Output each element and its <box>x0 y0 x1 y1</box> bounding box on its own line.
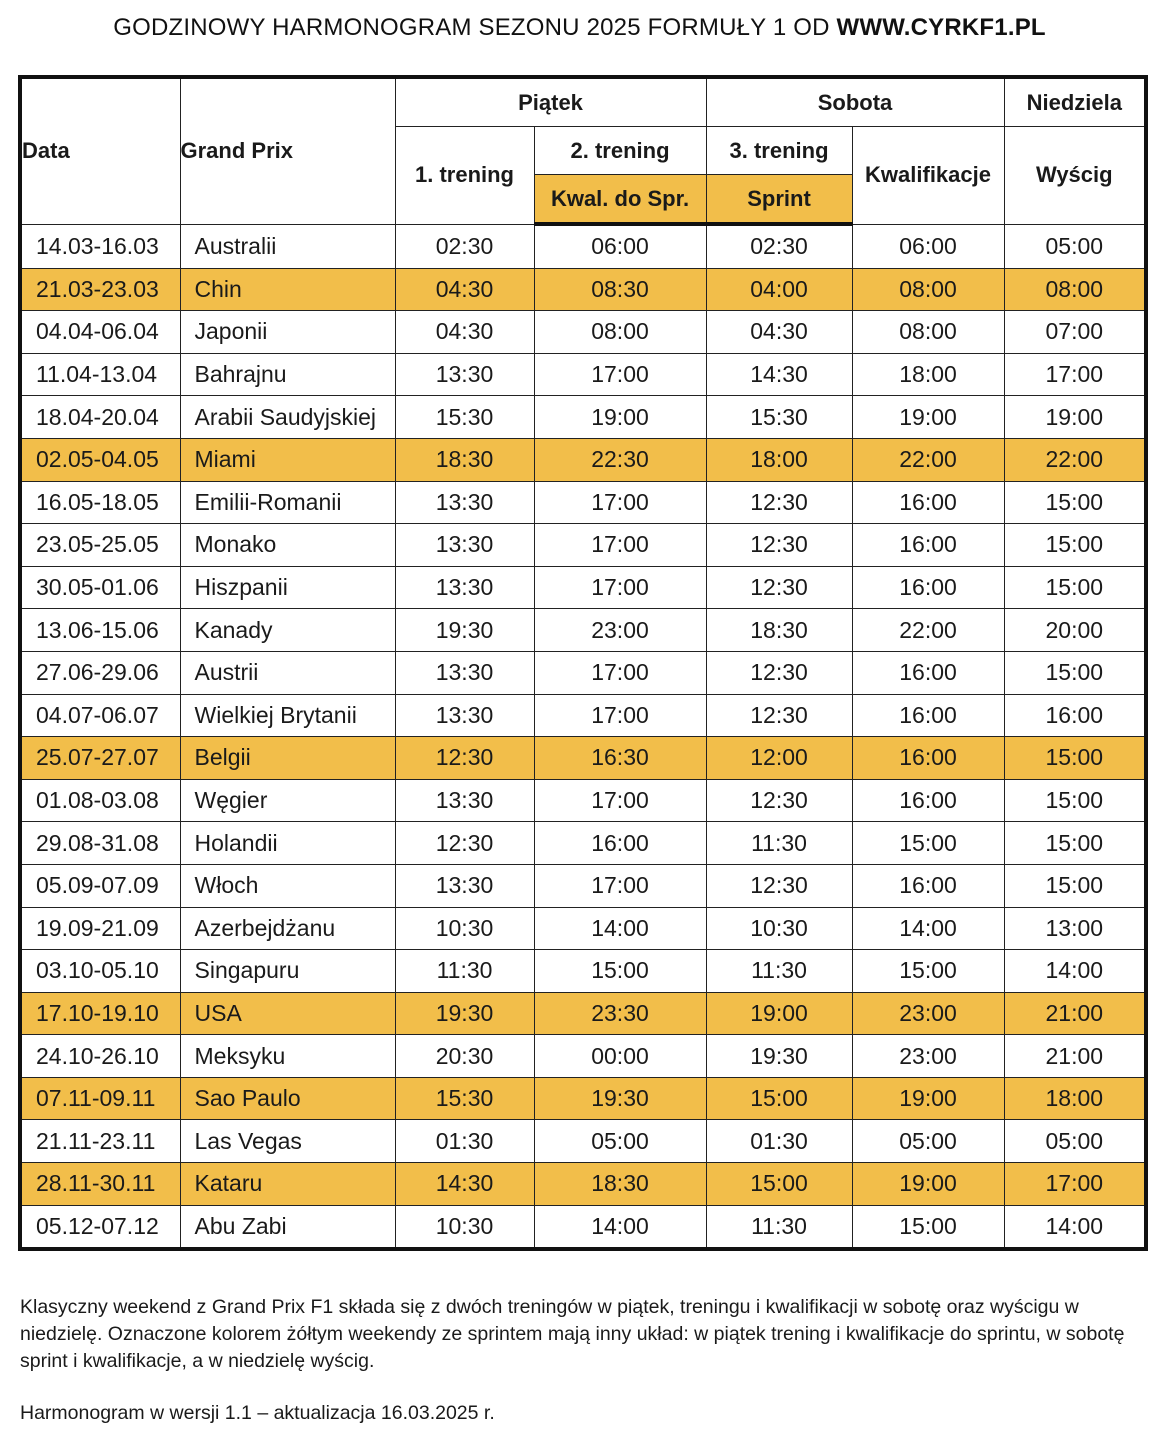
grand-prix-cell: Kataru <box>180 1163 395 1206</box>
quali-time-cell: 19:00 <box>852 1163 1004 1206</box>
fp3-time-cell: 01:30 <box>706 1120 852 1163</box>
fp1-time-cell: 10:30 <box>395 1205 534 1249</box>
date-cell: 05.09-07.09 <box>20 864 180 907</box>
grand-prix-cell: Singapuru <box>180 950 395 993</box>
table-row <box>20 1120 1146 1163</box>
fp3-time-cell: 15:30 <box>706 396 852 439</box>
format-note: Klasyczny weekend z Grand Prix F1 składa się z dwóch treningów w piątek, treningu i kwalifikacji w sobotę oraz wyścigu w niedzielę. Oznaczone kolorem żółtym weekendy ze sprintem mają inny układ: w piątek trening i kwalifikacje do sprintu, w sobotę sprint i kwalifikacje, a w niedzielę wyścig. <box>20 1296 1125 1372</box>
race-time-cell: 15:00 <box>1004 566 1146 609</box>
date-cell: 03.10-05.10 <box>20 950 180 993</box>
grand-prix-cell: Belgii <box>180 737 395 780</box>
table-row <box>20 609 1146 652</box>
grand-prix-cell: Kanady <box>180 609 395 652</box>
fp2-time-cell: 17:00 <box>534 524 706 567</box>
fp1-time-cell: 13:30 <box>395 524 534 567</box>
grand-prix-cell: Australii <box>180 224 395 268</box>
grand-prix-cell: Japonii <box>180 311 395 354</box>
race-time-cell: 13:00 <box>1004 907 1146 950</box>
fp2-time-cell: 17:00 <box>534 864 706 907</box>
header-quali: Kwalifikacje <box>852 127 1004 225</box>
fp3-time-cell: 19:00 <box>706 992 852 1035</box>
fp1-time-cell: 18:30 <box>395 438 534 481</box>
quali-time-cell: 16:00 <box>852 481 1004 524</box>
fp2-time-cell: 18:30 <box>534 1163 706 1206</box>
fp3-time-cell: 12:30 <box>706 694 852 737</box>
grand-prix-cell: Abu Zabi <box>180 1205 395 1249</box>
fp2-time-cell: 16:30 <box>534 737 706 780</box>
fp2-time-cell: 17:00 <box>534 566 706 609</box>
fp2-time-cell: 17:00 <box>534 353 706 396</box>
table-row-sprint <box>20 992 1146 1035</box>
race-time-cell: 08:00 <box>1004 268 1146 311</box>
fp3-time-cell: 04:30 <box>706 311 852 354</box>
fp3-time-cell: 11:30 <box>706 822 852 865</box>
fp1-time-cell: 19:30 <box>395 992 534 1035</box>
table-row <box>20 907 1146 950</box>
header-fp3: 3. trening <box>706 127 852 175</box>
fp1-time-cell: 13:30 <box>395 481 534 524</box>
quali-time-cell: 15:00 <box>852 822 1004 865</box>
fp1-time-cell: 04:30 <box>395 268 534 311</box>
fp3-time-cell: 12:30 <box>706 481 852 524</box>
fp2-time-cell: 19:30 <box>534 1077 706 1120</box>
grand-prix-cell: Węgier <box>180 779 395 822</box>
quali-time-cell: 16:00 <box>852 864 1004 907</box>
quali-time-cell: 15:00 <box>852 950 1004 993</box>
table-row <box>20 481 1146 524</box>
race-time-cell: 17:00 <box>1004 353 1146 396</box>
header-fp1: 1. trening <box>395 127 534 225</box>
title-text: GODZINOWY HARMONOGRAM SEZONU 2025 FORMUŁY 1 OD <box>113 14 837 41</box>
date-cell: 13.06-15.06 <box>20 609 180 652</box>
grand-prix-cell: Hiszpanii <box>180 566 395 609</box>
schedule-rows <box>20 224 1146 1249</box>
fp2-time-cell: 17:00 <box>534 779 706 822</box>
table-row <box>20 779 1146 822</box>
fp3-time-cell: 11:30 <box>706 950 852 993</box>
date-cell: 21.03-23.03 <box>20 268 180 311</box>
grand-prix-cell: Sao Paulo <box>180 1077 395 1120</box>
fp3-time-cell: 12:30 <box>706 779 852 822</box>
race-time-cell: 14:00 <box>1004 1205 1146 1249</box>
fp3-time-cell: 18:00 <box>706 438 852 481</box>
header-sprint-quali: Kwal. do Spr. <box>534 175 706 225</box>
date-cell: 18.04-20.04 <box>20 396 180 439</box>
table-row <box>20 524 1146 567</box>
table-row-sprint <box>20 268 1146 311</box>
fp3-time-cell: 04:00 <box>706 268 852 311</box>
quali-time-cell: 22:00 <box>852 438 1004 481</box>
grand-prix-cell: Miami <box>180 438 395 481</box>
fp1-time-cell: 12:30 <box>395 737 534 780</box>
fp2-time-cell: 00:00 <box>534 1035 706 1078</box>
grand-prix-cell: Austrii <box>180 651 395 694</box>
race-time-cell: 14:00 <box>1004 950 1146 993</box>
header-race: Wyścig <box>1004 127 1146 225</box>
date-cell: 28.11-30.11 <box>20 1163 180 1206</box>
fp3-time-cell: 19:30 <box>706 1035 852 1078</box>
date-cell: 24.10-26.10 <box>20 1035 180 1078</box>
fp3-time-cell: 18:30 <box>706 609 852 652</box>
fp1-time-cell: 20:30 <box>395 1035 534 1078</box>
grand-prix-cell: Bahrajnu <box>180 353 395 396</box>
race-time-cell: 05:00 <box>1004 224 1146 268</box>
fp1-time-cell: 13:30 <box>395 694 534 737</box>
fp1-time-cell: 13:30 <box>395 864 534 907</box>
quali-time-cell: 22:00 <box>852 609 1004 652</box>
date-cell: 29.08-31.08 <box>20 822 180 865</box>
grand-prix-cell: Wielkiej Brytanii <box>180 694 395 737</box>
fp3-time-cell: 12:30 <box>706 524 852 567</box>
fp2-time-cell: 14:00 <box>534 1205 706 1249</box>
quali-time-cell: 23:00 <box>852 1035 1004 1078</box>
table-row-sprint <box>20 438 1146 481</box>
grand-prix-cell: Monako <box>180 524 395 567</box>
fp2-time-cell: 14:00 <box>534 907 706 950</box>
table-row <box>20 864 1146 907</box>
quali-time-cell: 19:00 <box>852 396 1004 439</box>
race-time-cell: 15:00 <box>1004 779 1146 822</box>
fp2-time-cell: 08:00 <box>534 311 706 354</box>
table-row <box>20 353 1146 396</box>
race-time-cell: 15:00 <box>1004 864 1146 907</box>
header-date: Data <box>20 77 180 224</box>
date-cell: 05.12-07.12 <box>20 1205 180 1249</box>
date-cell: 14.03-16.03 <box>20 224 180 268</box>
quali-time-cell: 16:00 <box>852 779 1004 822</box>
fp2-time-cell: 06:00 <box>534 224 706 268</box>
header-sprint: Sprint <box>706 175 852 225</box>
race-time-cell: 19:00 <box>1004 396 1146 439</box>
grand-prix-cell: Chin <box>180 268 395 311</box>
date-cell: 11.04-13.04 <box>20 353 180 396</box>
race-time-cell: 21:00 <box>1004 1035 1146 1078</box>
fp1-time-cell: 15:30 <box>395 1077 534 1120</box>
date-cell: 04.04-06.04 <box>20 311 180 354</box>
table-row <box>20 224 1146 268</box>
fp1-time-cell: 13:30 <box>395 779 534 822</box>
quali-time-cell: 15:00 <box>852 1205 1004 1249</box>
race-time-cell: 16:00 <box>1004 694 1146 737</box>
fp3-time-cell: 15:00 <box>706 1077 852 1120</box>
fp1-time-cell: 13:30 <box>395 651 534 694</box>
fp3-time-cell: 12:30 <box>706 566 852 609</box>
quali-time-cell: 16:00 <box>852 566 1004 609</box>
quali-time-cell: 05:00 <box>852 1120 1004 1163</box>
fp3-time-cell: 12:30 <box>706 864 852 907</box>
race-time-cell: 05:00 <box>1004 1120 1146 1163</box>
fp2-time-cell: 22:30 <box>534 438 706 481</box>
date-cell: 16.05-18.05 <box>20 481 180 524</box>
fp2-time-cell: 08:30 <box>534 268 706 311</box>
date-cell: 17.10-19.10 <box>20 992 180 1035</box>
grand-prix-cell: Emilii-Romanii <box>180 481 395 524</box>
fp1-time-cell: 14:30 <box>395 1163 534 1206</box>
grand-prix-cell: Arabii Saudyjskiej <box>180 396 395 439</box>
table-row <box>20 694 1146 737</box>
race-time-cell: 17:00 <box>1004 1163 1146 1206</box>
table-row <box>20 651 1146 694</box>
fp2-time-cell: 05:00 <box>534 1120 706 1163</box>
schedule-table <box>18 75 1148 1251</box>
quali-time-cell: 18:00 <box>852 353 1004 396</box>
date-cell: 25.07-27.07 <box>20 737 180 780</box>
quali-time-cell: 16:00 <box>852 524 1004 567</box>
race-time-cell: 15:00 <box>1004 822 1146 865</box>
fp1-time-cell: 12:30 <box>395 822 534 865</box>
fp2-time-cell: 17:00 <box>534 651 706 694</box>
fp1-time-cell: 13:30 <box>395 566 534 609</box>
race-time-cell: 22:00 <box>1004 438 1146 481</box>
grand-prix-cell: Holandii <box>180 822 395 865</box>
fp2-time-cell: 15:00 <box>534 950 706 993</box>
date-cell: 23.05-25.05 <box>20 524 180 567</box>
date-cell: 01.08-03.08 <box>20 779 180 822</box>
fp1-time-cell: 11:30 <box>395 950 534 993</box>
date-cell: 21.11-23.11 <box>20 1120 180 1163</box>
fp1-time-cell: 01:30 <box>395 1120 534 1163</box>
table-row <box>20 822 1146 865</box>
fp3-time-cell: 12:30 <box>706 651 852 694</box>
race-time-cell: 21:00 <box>1004 992 1146 1035</box>
quali-time-cell: 08:00 <box>852 311 1004 354</box>
header-saturday: Sobota <box>706 77 1004 127</box>
table-row-sprint <box>20 1077 1146 1120</box>
fp2-time-cell: 16:00 <box>534 822 706 865</box>
fp2-time-cell: 17:00 <box>534 694 706 737</box>
fp1-time-cell: 02:30 <box>395 224 534 268</box>
quali-time-cell: 19:00 <box>852 1077 1004 1120</box>
quali-time-cell: 16:00 <box>852 651 1004 694</box>
fp2-time-cell: 17:00 <box>534 481 706 524</box>
fp2-time-cell: 19:00 <box>534 396 706 439</box>
table-row-sprint <box>20 1163 1146 1206</box>
grand-prix-cell: Azerbejdżanu <box>180 907 395 950</box>
quali-time-cell: 08:00 <box>852 268 1004 311</box>
fp3-time-cell: 10:30 <box>706 907 852 950</box>
fp3-time-cell: 02:30 <box>706 224 852 268</box>
site-link[interactable]: WWW.CYRKF1.PL <box>836 14 1046 41</box>
fp1-time-cell: 19:30 <box>395 609 534 652</box>
grand-prix-cell: Meksyku <box>180 1035 395 1078</box>
grand-prix-cell: Las Vegas <box>180 1120 395 1163</box>
table-row <box>20 566 1146 609</box>
header-sunday: Niedziela <box>1004 77 1146 127</box>
race-time-cell: 18:00 <box>1004 1077 1146 1120</box>
table-row <box>20 1205 1146 1249</box>
date-cell: 04.07-06.07 <box>20 694 180 737</box>
date-cell: 07.11-09.11 <box>20 1077 180 1120</box>
date-cell: 27.06-29.06 <box>20 651 180 694</box>
race-time-cell: 07:00 <box>1004 311 1146 354</box>
race-time-cell: 15:00 <box>1004 524 1146 567</box>
table-row <box>20 311 1146 354</box>
grand-prix-cell: USA <box>180 992 395 1035</box>
version-note: Harmonogram w wersji 1.1 – aktualizacja 16.03.2025 r. <box>20 1402 495 1424</box>
race-time-cell: 20:00 <box>1004 609 1146 652</box>
table-row <box>20 950 1146 993</box>
fp3-time-cell: 14:30 <box>706 353 852 396</box>
table-row-sprint <box>20 737 1146 780</box>
header-fp2: 2. trening <box>534 127 706 175</box>
date-cell: 19.09-21.09 <box>20 907 180 950</box>
race-time-cell: 15:00 <box>1004 481 1146 524</box>
quali-time-cell: 14:00 <box>852 907 1004 950</box>
fp2-time-cell: 23:30 <box>534 992 706 1035</box>
fp1-time-cell: 04:30 <box>395 311 534 354</box>
quali-time-cell: 06:00 <box>852 224 1004 268</box>
fp1-time-cell: 13:30 <box>395 353 534 396</box>
fp1-time-cell: 10:30 <box>395 907 534 950</box>
grand-prix-cell: Włoch <box>180 864 395 907</box>
race-time-cell: 15:00 <box>1004 651 1146 694</box>
quali-time-cell: 23:00 <box>852 992 1004 1035</box>
page-title <box>0 14 1159 42</box>
fp3-time-cell: 15:00 <box>706 1163 852 1206</box>
date-cell: 02.05-04.05 <box>20 438 180 481</box>
fp3-time-cell: 12:00 <box>706 737 852 780</box>
date-cell: 30.05-01.06 <box>20 566 180 609</box>
fp3-time-cell: 11:30 <box>706 1205 852 1249</box>
table-row <box>20 1035 1146 1078</box>
race-time-cell: 15:00 <box>1004 737 1146 780</box>
header-friday: Piątek <box>395 77 706 127</box>
header-grand-prix: Grand Prix <box>180 77 395 224</box>
fp1-time-cell: 15:30 <box>395 396 534 439</box>
quali-time-cell: 16:00 <box>852 694 1004 737</box>
fp2-time-cell: 23:00 <box>534 609 706 652</box>
quali-time-cell: 16:00 <box>852 737 1004 780</box>
table-row <box>20 396 1146 439</box>
